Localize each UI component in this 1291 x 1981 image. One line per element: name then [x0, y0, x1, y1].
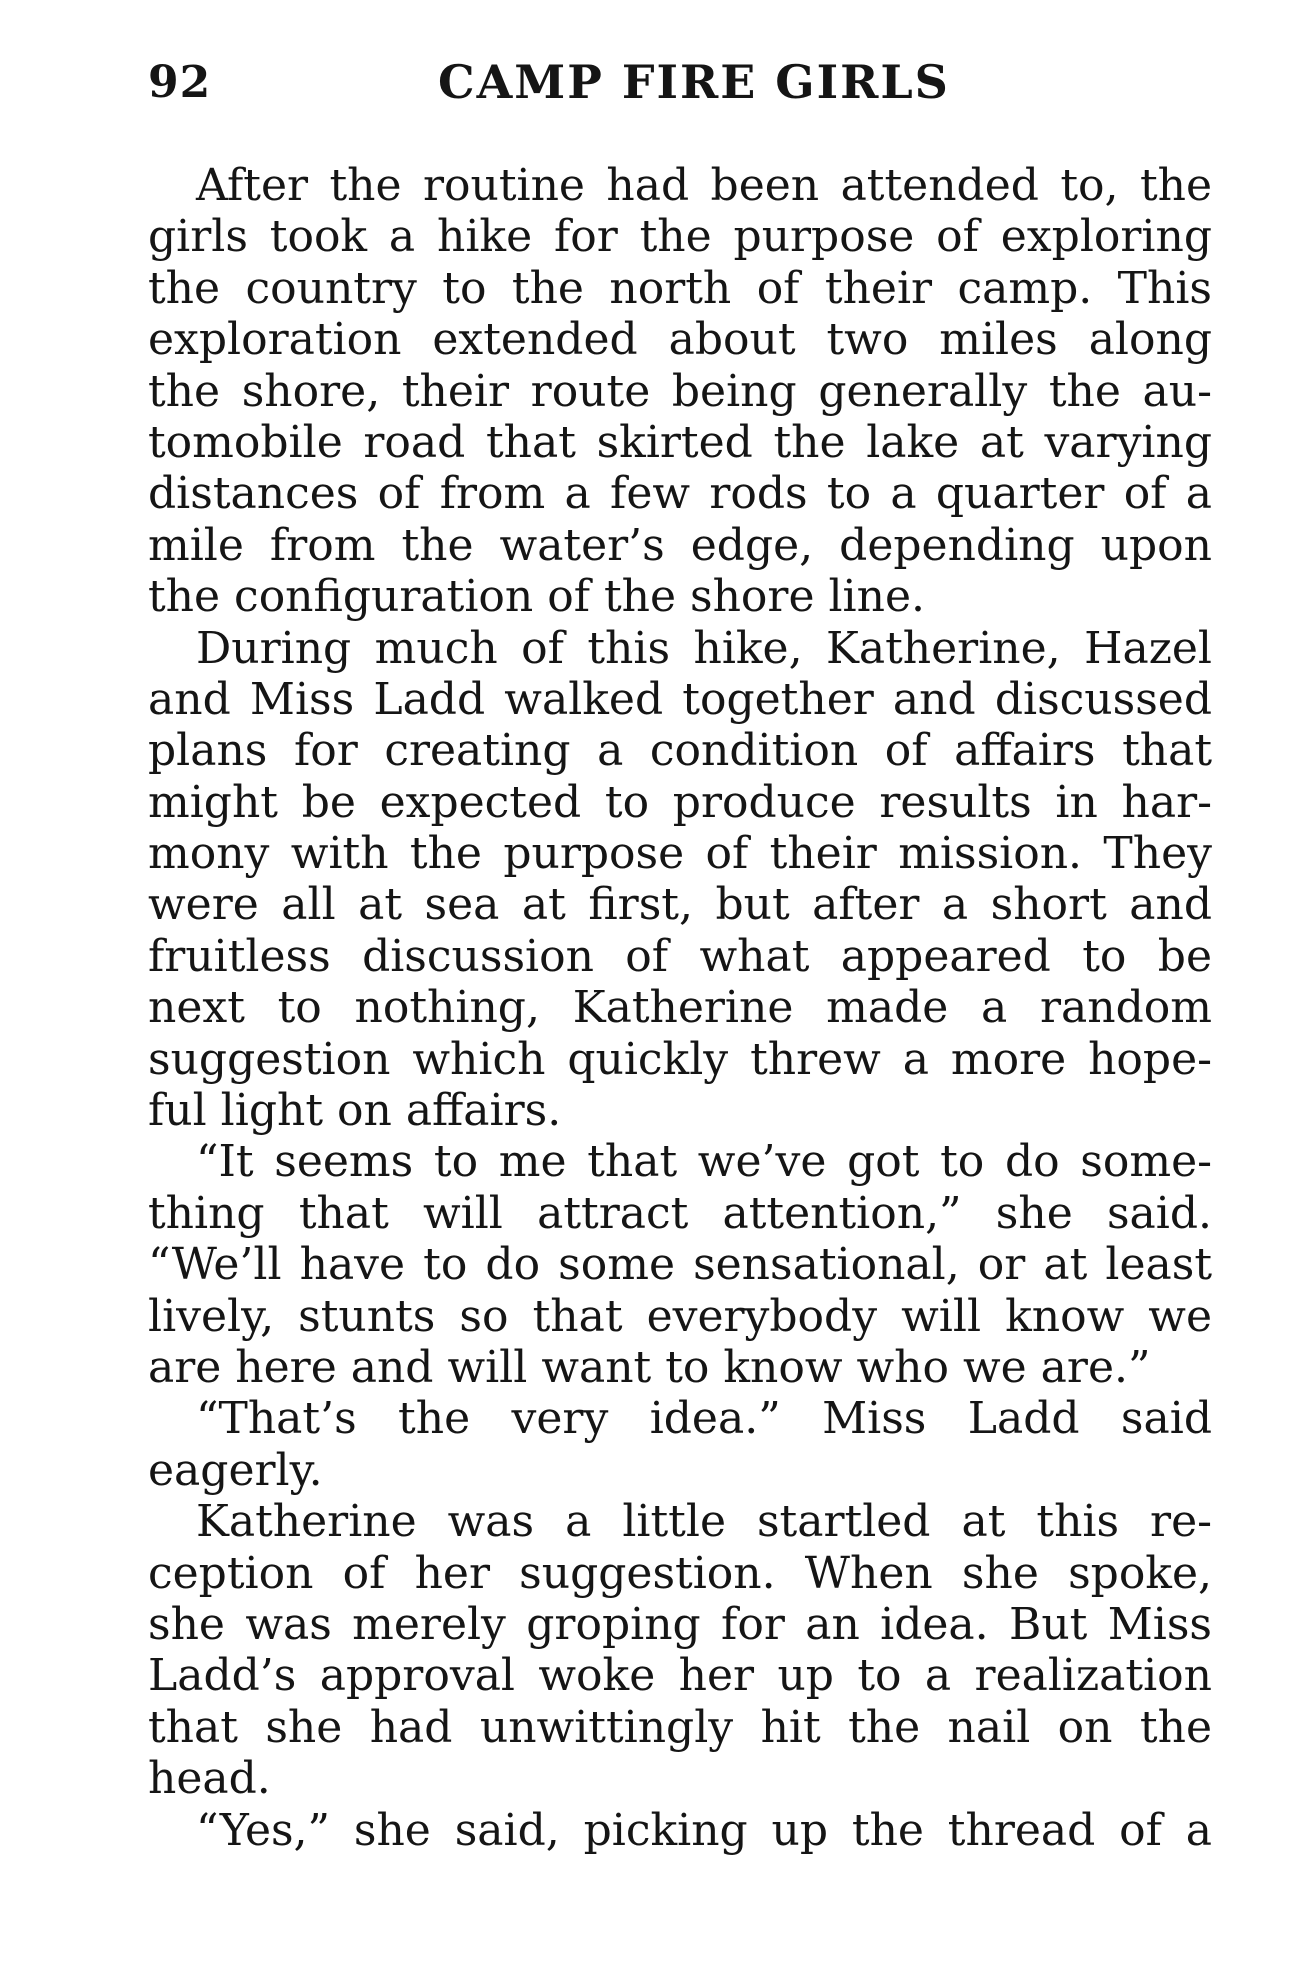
running-header — [148, 52, 1208, 112]
paragraph — [148, 1393, 1212, 1496]
text-line: mony with the purpose of their mission. They — [148, 828, 1212, 880]
text-line: the country to the north of their camp. This — [148, 262, 1212, 314]
text-line: the configuration of the shore line. — [148, 571, 925, 623]
text-line: next to nothing, Katherine made a random — [148, 982, 1212, 1034]
text-line: “That’s the very idea.” Miss Ladd said — [196, 1393, 1212, 1445]
text-line: Katherine was a little startled at this re- — [196, 1496, 1212, 1548]
text-line: ception of her suggestion. When she spoke, — [148, 1547, 1212, 1599]
book-title: CAMP FIRE GIRLS — [438, 55, 950, 109]
text-line: fruitless discussion of what appeared to be — [148, 930, 1212, 982]
text-line: tomobile road that skirted the lake at varying — [148, 416, 1212, 468]
text-line: thing that will attract attention,” she said. — [148, 1187, 1212, 1239]
text-line: she was merely groping for an idea. But Miss — [148, 1598, 1212, 1650]
text-line: were all at sea at first, but after a short and — [148, 879, 1212, 931]
text-line: exploration extended about two miles along — [148, 314, 1212, 366]
text-line: Ladd’s approval woke her up to a realization — [148, 1650, 1212, 1702]
text-line: “We’ll have to do some sensational, or at least — [148, 1239, 1212, 1291]
paragraph — [148, 1805, 1212, 1856]
text-line: “Yes,” she said, picking up the thread of a — [196, 1804, 1212, 1856]
text-line: head. — [148, 1753, 271, 1805]
paragraph — [148, 1136, 1212, 1393]
text-line: suggestion which quickly threw a more hope- — [148, 1033, 1212, 1085]
text-line: ful light on affairs. — [148, 1085, 562, 1137]
body-text — [148, 160, 1212, 1856]
paragraph — [148, 623, 1212, 1137]
text-line: mile from the water’s edge, depending upon — [148, 519, 1212, 571]
text-line: might be expected to produce results in har- — [148, 776, 1212, 828]
text-line: During much of this hike, Katherine, Hazel — [196, 622, 1212, 674]
paragraph — [148, 160, 1212, 623]
text-line: and Miss Ladd walked together and discussed — [148, 673, 1212, 725]
text-line: plans for creating a condition of affairs that — [148, 725, 1212, 777]
text-line: After the routine had been attended to, the — [196, 160, 1212, 211]
text-line: that she had unwittingly hit the nail on the — [148, 1701, 1212, 1753]
text-line: eagerly. — [148, 1444, 323, 1496]
text-line: the shore, their route being generally the au- — [148, 365, 1212, 417]
text-line: girls took a hike for the purpose of exploring — [148, 211, 1212, 263]
text-line: “It seems to me that we’ve got to do some- — [196, 1136, 1212, 1188]
page-number: 92 — [148, 56, 212, 108]
paragraph — [148, 1496, 1212, 1804]
text-line: are here and will want to know who we are.” — [148, 1341, 1151, 1393]
text-line: distances of from a few rods to a quarter of a — [148, 468, 1212, 520]
text-line: lively, stunts so that everybody will know we — [148, 1290, 1212, 1342]
